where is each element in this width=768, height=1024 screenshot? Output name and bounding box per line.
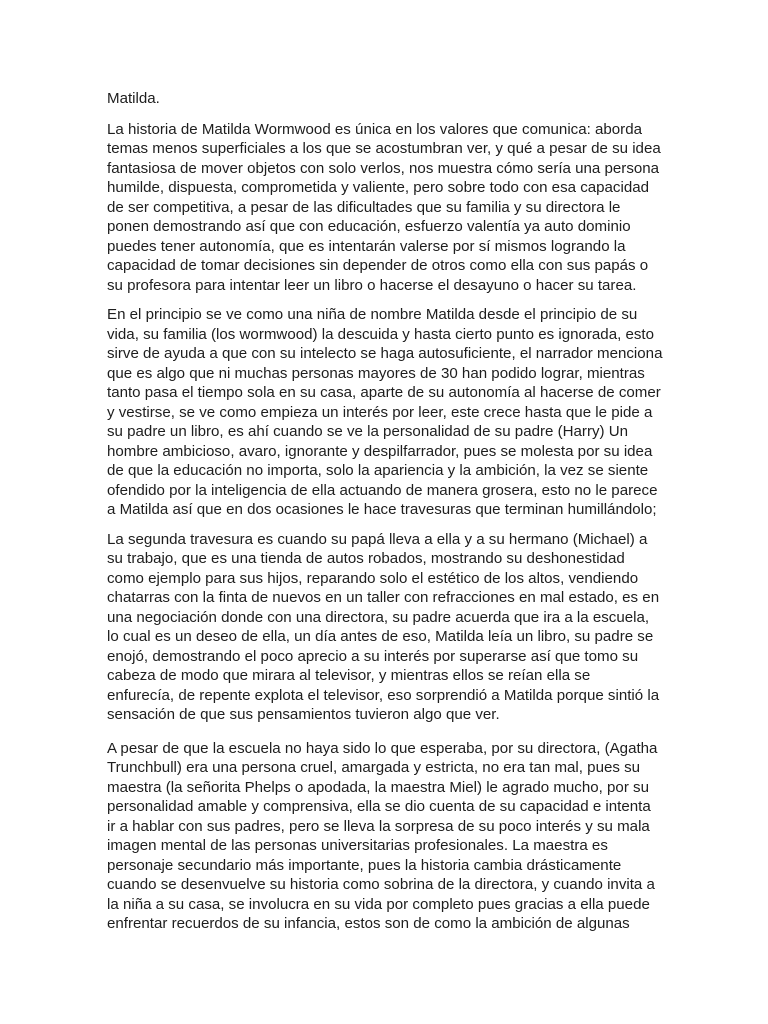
paragraph-line: imagen mental de las personas universitarias profesionales. La maestra es bbox=[107, 837, 608, 854]
paragraph-line: cabeza de modo que mirara al televisor, y mientras ellos se reían ella se bbox=[107, 667, 591, 684]
paragraph-line: fantasiosa de mover objetos con solo verlos, nos muestra cómo sería una persona bbox=[107, 159, 660, 177]
paragraph-line: de que la educación no importa, solo la apariencia y la ambición, la vez se siente bbox=[107, 462, 649, 479]
paragraph-line: de ser competitiva, a pesar de las dificultades que su familia y su directora le bbox=[107, 198, 621, 216]
paragraph-line: a Matilda así que en dos ocasiones le hace travesuras que terminan humillándolo; bbox=[107, 501, 657, 518]
paragraph-line: ir a hablar con sus padres, pero se lleva la sorpresa de su poco interés y su mala bbox=[107, 817, 650, 835]
paragraph-line: hombre ambicioso, avaro, ignorante y despilfarrador, pues se molesta por su idea bbox=[107, 442, 653, 460]
paragraph-line: y vestirse, se ve como empieza un interés por leer, este crece hasta que le pide a bbox=[107, 403, 653, 421]
paragraph-line: sirve de ayuda a que con su intelecto se haga autosuficiente, el narrador menciona bbox=[107, 345, 663, 362]
paragraph-line: vida, su familia (los wormwood) la descuida y hasta cierto punto es ignorada, esto bbox=[107, 325, 655, 343]
paragraph-line: humilde, dispuesta, comprometida y valiente, pero sobre todo con esa capacidad bbox=[107, 179, 650, 196]
paragraph-line: chatarras con la finta de nuevos en un taller con refracciones en mal estado, es en bbox=[107, 589, 660, 606]
paragraph-line: enfrentar recuerdos de su infancia, estos son de como la ambición de algunas bbox=[107, 915, 630, 932]
paragraph-line: personaje secundario más importante, pues la historia cambia drásticamente bbox=[107, 856, 622, 874]
paragraph-line: que es algo que ni muchas personas mayores de 30 han podido lograr, mientras bbox=[107, 364, 645, 382]
paragraph-line: Trunchbull) era una persona cruel, amargada y estricta, no era tan mal, pues su bbox=[107, 759, 641, 776]
paragraph-line: sensación de que sus pensamientos tuvieron algo que ver. bbox=[107, 706, 500, 723]
document-page bbox=[107, 89, 669, 944]
paragraph-line: como ejemplo para sus hijos, reparando solo el estético de los altos, vendiendo bbox=[107, 569, 639, 587]
paragraph-line: A pesar de que la escuela no haya sido lo que esperaba, por su directora, (Agatha bbox=[107, 739, 658, 757]
paragraph-line: temas menos superficiales a los que se acostumbran ver, y qué a pesar de su idea bbox=[107, 140, 661, 157]
paragraph-3 bbox=[107, 530, 669, 725]
paragraph-line: cuando se desenvuelve su historia como sobrina de la directora, y cuando invita a bbox=[107, 876, 655, 893]
paragraph-line: su padre un libro, es ahí cuando se ve la personalidad de su padre (Harry) Un bbox=[107, 423, 629, 440]
paragraph-line: enojó, demostrando el poco aprecio a su interés por superarse así que tomo su bbox=[107, 647, 639, 665]
paragraph-line: puedes tener autonomía, que es intentarán valerse por sí mismos logrando la bbox=[107, 237, 626, 255]
paragraph-line: lo cual es un deseo de ella, un día antes de eso, Matilda leía un libro, su padre se bbox=[107, 628, 654, 645]
paragraph-line: una negociación donde con una directora, su padre acuerda que ira a la escuela, bbox=[107, 608, 650, 626]
paragraph-4 bbox=[107, 739, 669, 934]
paragraph-line: maestra (la señorita Phelps o apodada, la maestra Miel) le agrado mucho, por su bbox=[107, 778, 649, 796]
paragraph-line: su trabajo, que es una tienda de autos robados, mostrando su deshonestidad bbox=[107, 550, 625, 567]
paragraph-line: ofendido por la inteligencia de ella actuando de manera grosera, esto no le parece bbox=[107, 481, 658, 499]
paragraph-line: La segunda travesura es cuando su papá lleva a ella y a su hermano (Michael) a bbox=[107, 530, 648, 548]
paragraph-line: ponen demostrando así que con educación, esfuerzo valentía ya auto dominio bbox=[107, 218, 631, 235]
paragraph-line: la niña a su casa, se involucra en su vida por completo pues gracias a ella puede bbox=[107, 895, 650, 913]
paragraph-1 bbox=[107, 120, 669, 296]
paragraph-line: En el principio se ve como una niña de nombre Matilda desde el principio de su bbox=[107, 306, 638, 323]
paragraph-line: tanto pasa el tiempo sola en su casa, aparte de su autonomía al hacerse de comer bbox=[107, 384, 661, 401]
paragraph-line: personalidad amable y comprensiva, ella se dio cuenta de su capacidad e intenta bbox=[107, 798, 651, 815]
paragraph-line: capacidad de tomar decisiones sin depender de otros como ella con sus papás o bbox=[107, 257, 649, 274]
paragraph-2 bbox=[107, 305, 669, 520]
paragraph-line: su profesora para intentar leer un libro o hacerse el desayuno o hacer su tarea. bbox=[107, 276, 637, 294]
document-title: Matilda. bbox=[107, 90, 160, 107]
paragraph-line: enfurecía, de repente explota el televisor, eso sorprendió a Matilda porque sintió la bbox=[107, 686, 660, 704]
paragraph-line: La historia de Matilda Wormwood es única en los valores que comunica: aborda bbox=[107, 120, 643, 138]
